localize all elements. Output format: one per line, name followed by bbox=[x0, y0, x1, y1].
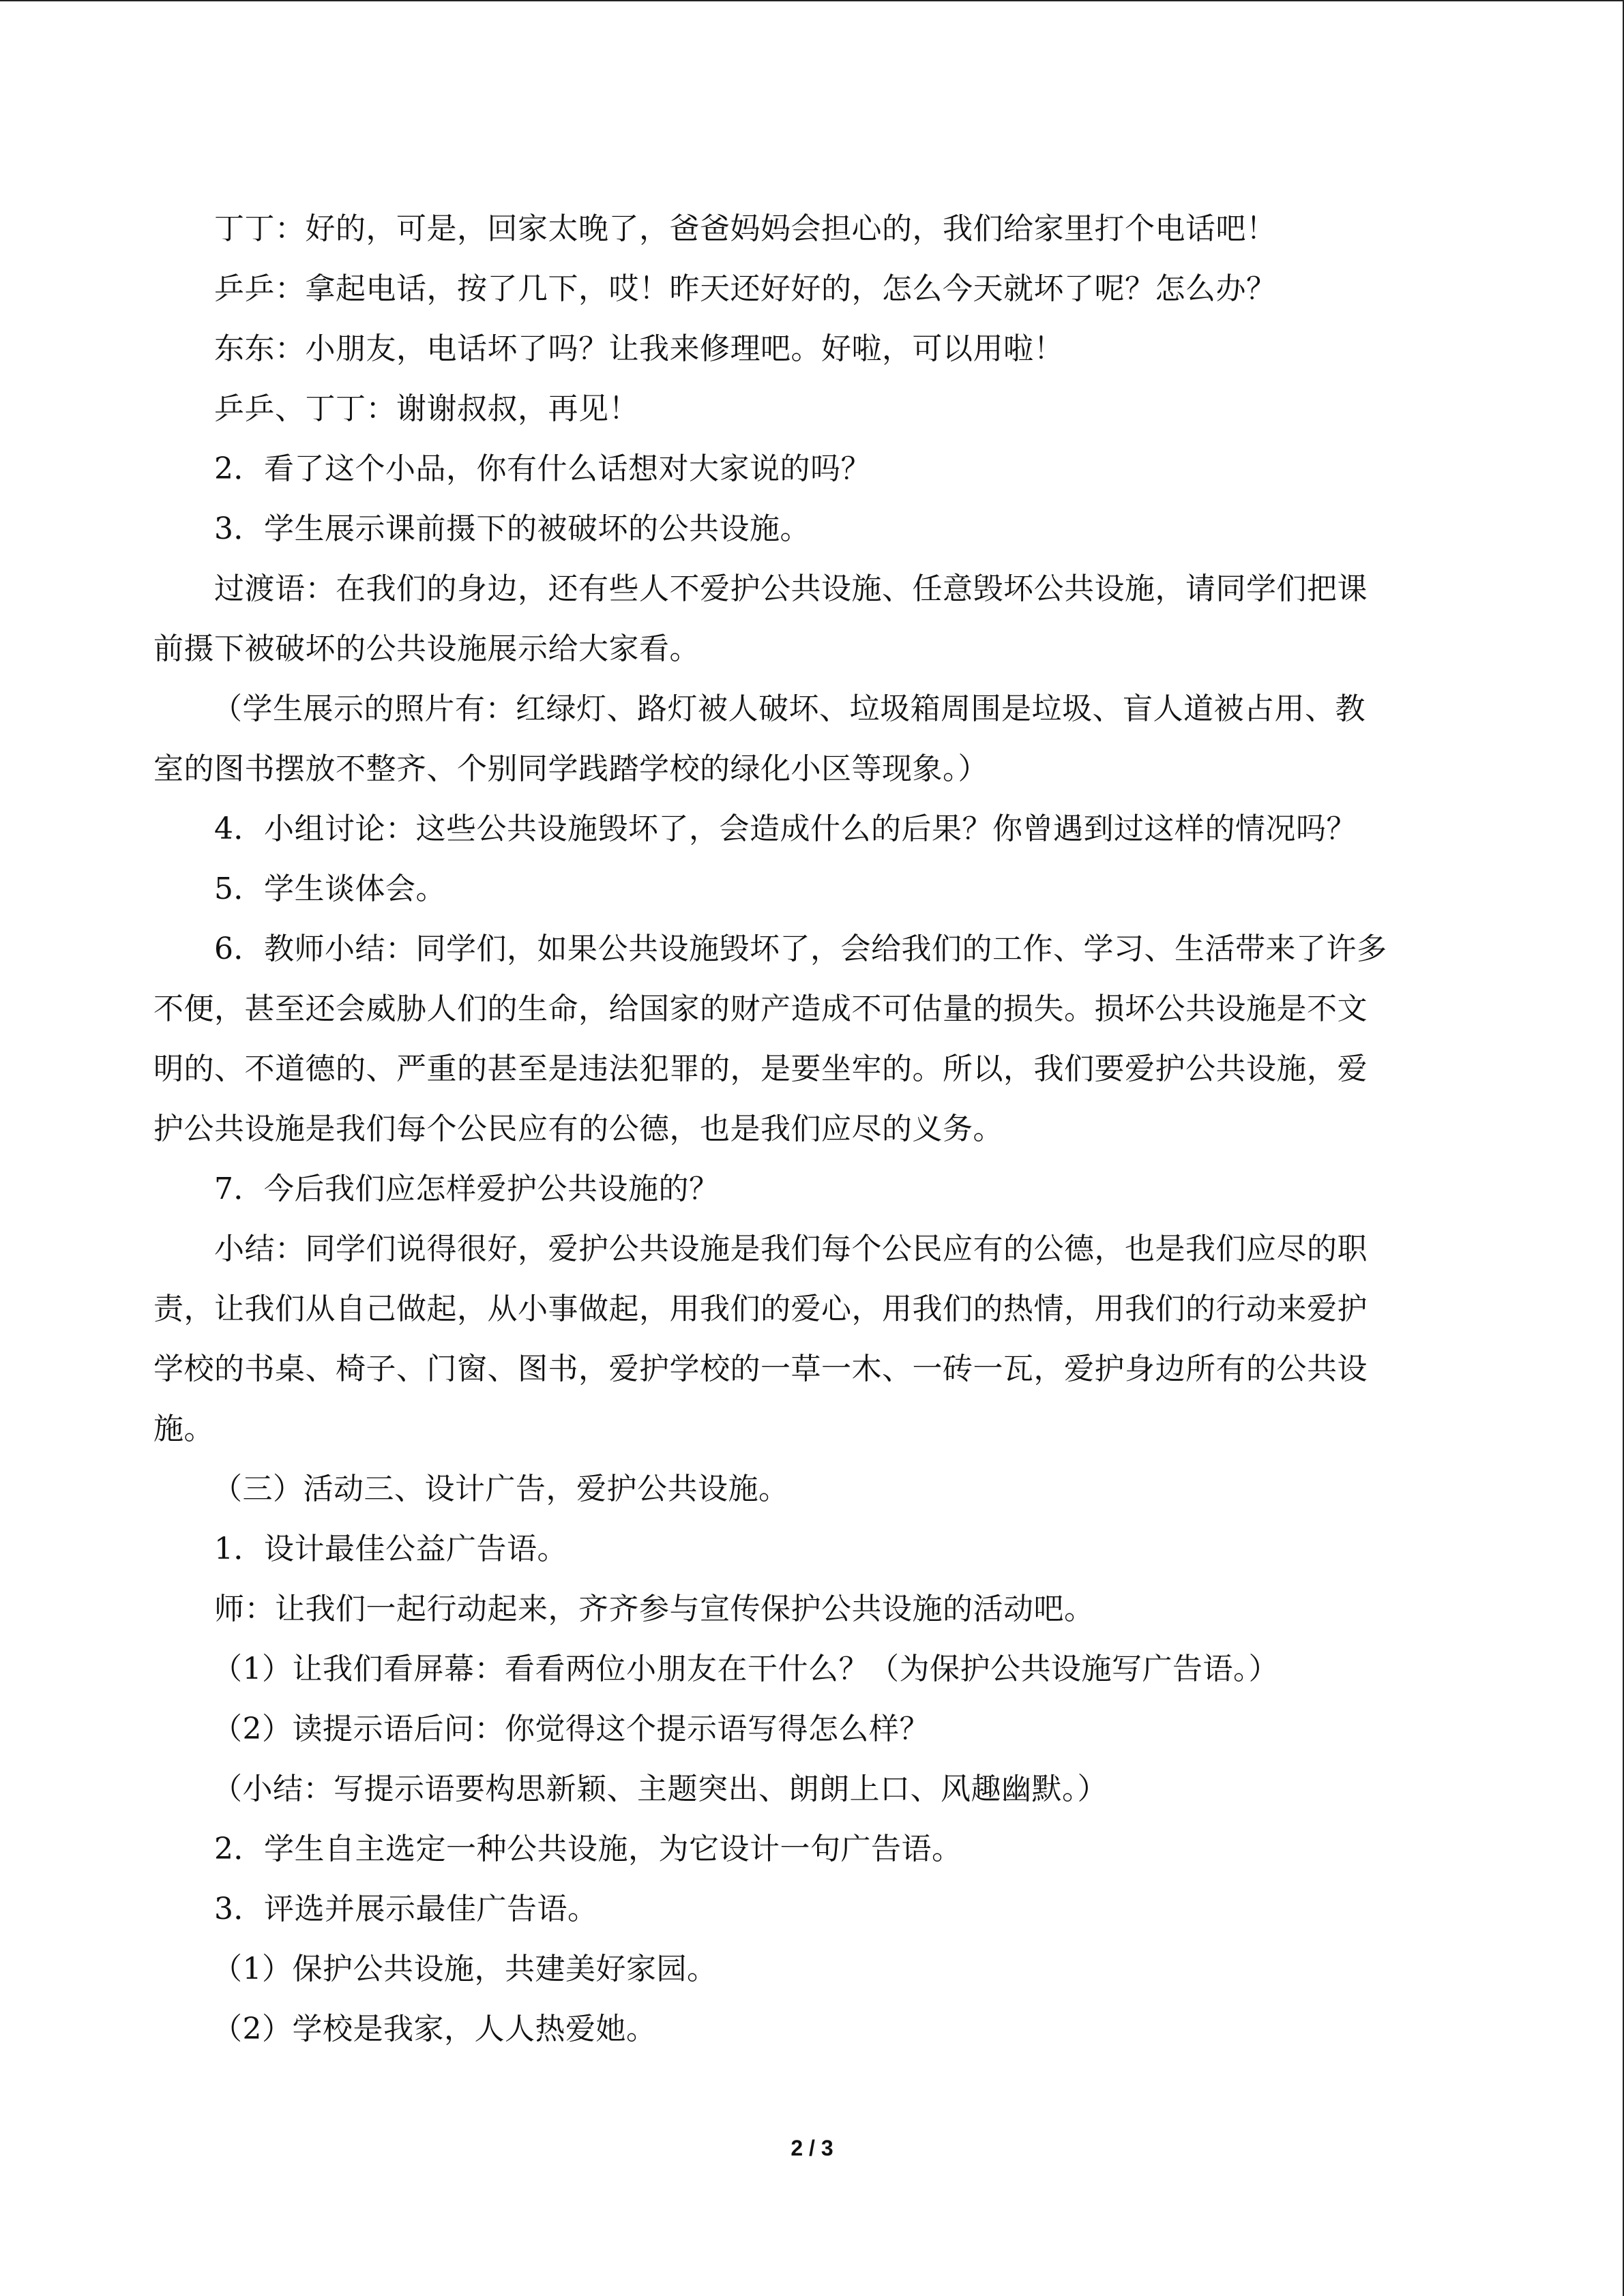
paragraph-line: 3．学生展示课前摄下的被破坏的公共设施。 bbox=[214, 511, 810, 546]
paragraph-line: 东东：小朋友，电话坏了吗？让我来修理吧。好啦，可以用啦！ bbox=[214, 331, 1064, 366]
paragraph-line: 丁丁：好的，可是，回家太晚了，爸爸妈妈会担心的，我们给家里打个电话吧！ bbox=[214, 211, 1277, 246]
paragraph-line: 5．学生谈体会。 bbox=[214, 871, 446, 906]
paragraph-line: （三）活动三、设计广告，爱护公共设施。 bbox=[212, 1472, 789, 1506]
paragraph-line: （2）学校是我家，人人热爱她。 bbox=[212, 2012, 657, 2046]
paragraph-line: 责，让我们从自己做起，从小事做起，用我们的爱心，用我们的热情，用我们的行动来爱护 bbox=[153, 1292, 1368, 1326]
paragraph-line: （2）读提示语后问：你觉得这个提示语写得怎么样？ bbox=[212, 1712, 930, 1746]
paragraph-line: 4．小组讨论：这些公共设施毁坏了，会造成什么的后果？你曾遇到过这样的情况吗？ bbox=[214, 811, 1357, 846]
paragraph-line: 明的、不道德的、严重的甚至是违法犯罪的，是要坐牢的。所以，我们要爱护公共设施，爱 bbox=[153, 1052, 1368, 1086]
paragraph-line: 2．学生自主选定一种公共设施，为它设计一句广告语。 bbox=[214, 1832, 962, 1866]
paragraph-line: 小结：同学们说得很好，爱护公共设施是我们每个公民应有的公德，也是我们应尽的职 bbox=[214, 1232, 1368, 1266]
paragraph-line: 过渡语：在我们的身边，还有些人不爱护公共设施、任意毁坏公共设施，请同学们把课 bbox=[214, 571, 1368, 606]
paragraph-line: 前摄下被破坏的公共设施展示给大家看。 bbox=[153, 631, 700, 666]
paragraph-line: 不便，甚至还会威胁人们的生命，给国家的财产造成不可估量的损失。损坏公共设施是不文 bbox=[153, 992, 1368, 1026]
paragraph-line: 乒乒、丁丁：谢谢叔叔，再见！ bbox=[214, 391, 639, 426]
paragraph-line: 学校的书桌、椅子、门窗、图书，爱护学校的一草一木、一砖一瓦，爱护身边所有的公共设 bbox=[153, 1352, 1368, 1386]
paragraph-line: 室的图书摆放不整齐、个别同学践踏学校的绿化小区等现象。） bbox=[153, 751, 988, 786]
paragraph-line: 施。 bbox=[153, 1412, 214, 1446]
paragraph-line: （1）保护公共设施，共建美好家园。 bbox=[212, 1952, 718, 1986]
paragraph-line: 1．设计最佳公益广告语。 bbox=[214, 1532, 567, 1566]
paragraph-line: 护公共设施是我们每个公民应有的公德，也是我们应尽的义务。 bbox=[153, 1112, 1003, 1146]
page-number: 2 / 3 bbox=[791, 2136, 833, 2160]
paragraph-line: （1）让我们看屏幕：看看两位小朋友在干什么？（为保护公共设施写广告语。） bbox=[212, 1652, 1279, 1686]
paragraph-line: 2．看了这个小品，你有什么话想对大家说的吗？ bbox=[214, 451, 871, 486]
paragraph-line: 师：让我们一起行动起来，齐齐参与宣传保护公共设施的活动吧。 bbox=[214, 1592, 1095, 1626]
paragraph-line: 7．今后我们应怎样爱护公共设施的？ bbox=[214, 1172, 720, 1206]
paragraph-line: （小结：写提示语要构思新颖、主题突出、朗朗上口、风趣幽默。） bbox=[212, 1772, 1108, 1806]
paragraph-line: （学生展示的照片有：红绿灯、路灯被人破坏、垃圾箱周围是垃圾、盲人道被占用、教 bbox=[212, 691, 1365, 726]
paragraph-line: 乒乒：拿起电话，按了几下，哎！昨天还好好的，怎么今天就坏了呢？怎么办？ bbox=[214, 271, 1277, 306]
paragraph-line: 6．教师小结：同学们，如果公共设施毁坏了，会给我们的工作、学习、生活带来了许多 bbox=[214, 931, 1387, 966]
document-body bbox=[153, 199, 1477, 2059]
paragraph-line: 3．评选并展示最佳广告语。 bbox=[214, 1892, 598, 1926]
